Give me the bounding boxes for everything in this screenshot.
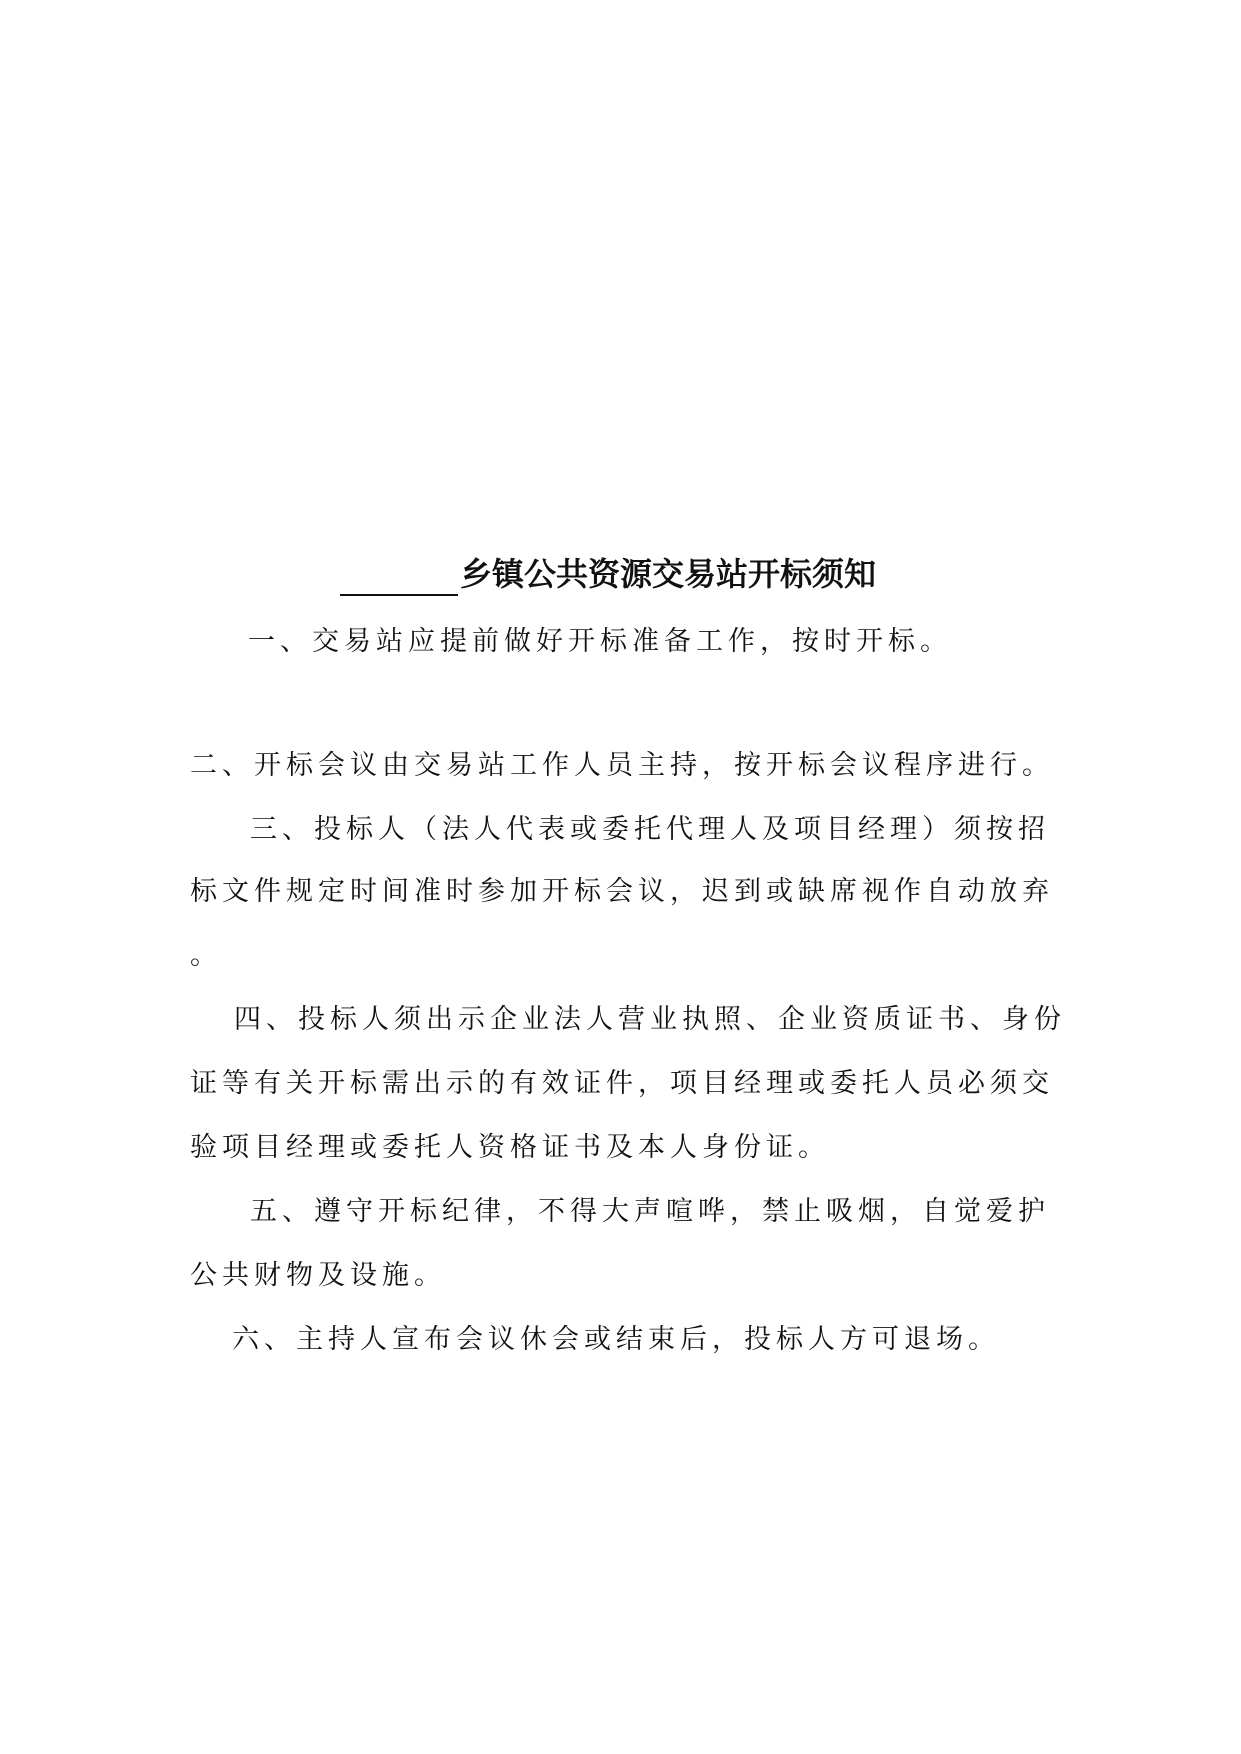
clause-3-line-3: 。 [190,940,222,971]
clause-5-line-1: 五、遵守开标纪律，不得大声喧哗，禁止吸烟，自觉爱护 [250,1196,1050,1227]
clause-3-line-2: 标文件规定时间准时参加开标会议，迟到或缺席视作自动放弃 [190,876,1054,907]
clause-4-line-2: 证等有关开标需出示的有效证件，项目经理或委托人员必须交 [190,1068,1054,1099]
clause-2-line-1: 二、开标会议由交易站工作人员主持，按开标会议程序进行。 [190,750,1054,781]
clause-6-line-1: 六、主持人宣布会议休会或结束后，投标人方可退场。 [232,1324,1000,1355]
clause-4-line-1: 四、投标人须出示企业法人营业执照、企业资质证书、身份 [234,1004,1066,1035]
clause-1-line-1: 一、交易站应提前做好开标准备工作，按时开标。 [248,626,952,657]
title-text: 乡镇公共资源交易站开标须知 [460,555,877,593]
document-title [340,552,960,596]
clause-4-line-3: 验项目经理或委托人资格证书及本人身份证。 [190,1132,830,1163]
clause-3-line-1: 三、投标人（法人代表或委托代理人及项目经理）须按招 [250,814,1050,845]
clause-5-line-2: 公共财物及设施。 [190,1260,446,1291]
title-blank-underline [340,564,458,596]
